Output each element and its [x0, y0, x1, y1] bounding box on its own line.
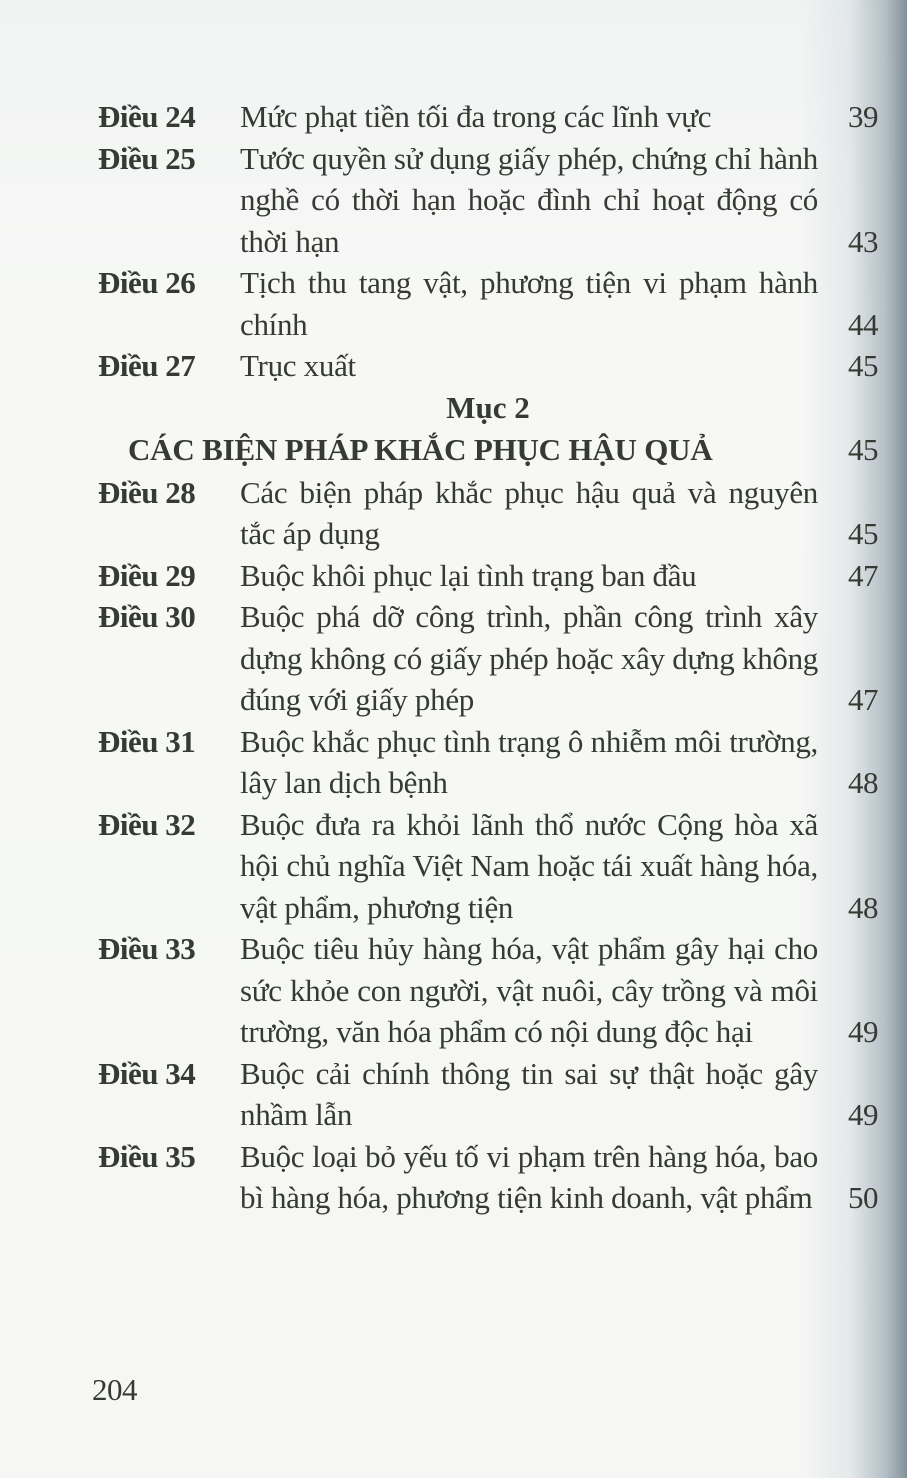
- article-label: Điều 24: [98, 99, 196, 134]
- page-number: 47: [848, 557, 878, 593]
- table-of-contents: [98, 96, 878, 1219]
- article-label: Điều 25: [98, 140, 196, 176]
- article-label: Điều 34: [98, 1055, 196, 1091]
- section-title-row: [98, 428, 878, 472]
- toc-entry-dieu-25: [98, 138, 878, 263]
- section-title: CÁC BIỆN PHÁP KHẮC PHỤC HẬU QUẢ: [128, 431, 713, 467]
- article-title: Buộc khắc phục tình trạng ô nhiễm môi trường, lây lan dịch bệnh: [240, 723, 818, 800]
- article-label: Điều 33: [98, 931, 196, 966]
- article-title: Tịch thu tang vật, phương tiện vi phạm hành chính: [240, 265, 818, 342]
- article-title: Trục xuất: [240, 348, 356, 383]
- article-label: Điều 35: [98, 1138, 196, 1174]
- page-number: 49: [848, 1014, 878, 1049]
- toc-entry-dieu-32: [98, 804, 878, 929]
- article-title: Các biện pháp khắc phục hậu quả và nguyên tắc áp dụng: [240, 474, 818, 551]
- page-number: 48: [848, 765, 878, 800]
- page-number: 48: [848, 889, 878, 925]
- toc-entry-dieu-33: [98, 928, 878, 1053]
- toc-entry-dieu-34: [98, 1053, 878, 1136]
- article-label: Điều 27: [98, 348, 196, 383]
- article-title: Tước quyền sử dụng giấy phép, chứng chỉ hành nghề có thời hạn hoặc đình chỉ hoạt động có thời hạn: [240, 140, 818, 259]
- article-label: Điều 29: [98, 557, 196, 593]
- page-number: 39: [848, 99, 878, 134]
- page-number: 49: [848, 1097, 878, 1132]
- article-title: Buộc đưa ra khỏi lãnh thổ nước Cộng hòa xã hội chủ nghĩa Việt Nam hoặc tái xuất hàng hóa, vật phẩm, phương tiện: [240, 806, 818, 925]
- page-number: 45: [848, 431, 878, 467]
- article-title: Buộc cải chính thông tin sai sự thật hoặc gây nhầm lẫn: [240, 1055, 818, 1132]
- folio-page-number: 204: [92, 1372, 137, 1407]
- article-label: Điều 32: [98, 806, 196, 842]
- page-number: 47: [848, 682, 878, 717]
- toc-entry-dieu-26: [98, 262, 878, 345]
- article-title: Buộc tiêu hủy hàng hóa, vật phẩm gây hại cho sức khỏe con người, vật nuôi, cây trồng và môi trường, văn hóa phẩm có nội dung độc hại: [240, 931, 818, 1049]
- toc-entry-dieu-30: [98, 596, 878, 721]
- article-title: Mức phạt tiền tối đa trong các lĩnh vực: [240, 99, 712, 134]
- page-number: 45: [848, 516, 878, 551]
- toc-entry-dieu-31: [98, 721, 878, 804]
- page-number: 44: [848, 306, 878, 342]
- toc-entry-dieu-27: [98, 345, 878, 387]
- toc-entry-dieu-24: [98, 96, 878, 138]
- article-title: Buộc loại bỏ yếu tố vi phạm trên hàng hóa, bao bì hàng hóa, phương tiện kinh doanh, vật phẩm: [240, 1138, 818, 1215]
- article-title: Buộc phá dỡ công trình, phần công trình xây dựng không có giấy phép hoặc xây dựng không đúng với giấy phép: [240, 599, 818, 717]
- page-number: 45: [848, 348, 878, 383]
- article-label: Điều 28: [98, 474, 196, 510]
- article-label: Điều 26: [98, 265, 196, 300]
- toc-entry-dieu-28: [98, 472, 878, 555]
- toc-entry-dieu-29: [98, 555, 878, 597]
- page-number: 43: [848, 223, 878, 259]
- article-title: Buộc khôi phục lại tình trạng ban đầu: [240, 557, 697, 593]
- toc-entry-dieu-35: [98, 1136, 878, 1219]
- article-label: Điều 30: [98, 599, 196, 634]
- article-label: Điều 31: [98, 723, 196, 759]
- section-heading: Mục 2: [446, 389, 530, 425]
- page-number: 50: [848, 1180, 878, 1215]
